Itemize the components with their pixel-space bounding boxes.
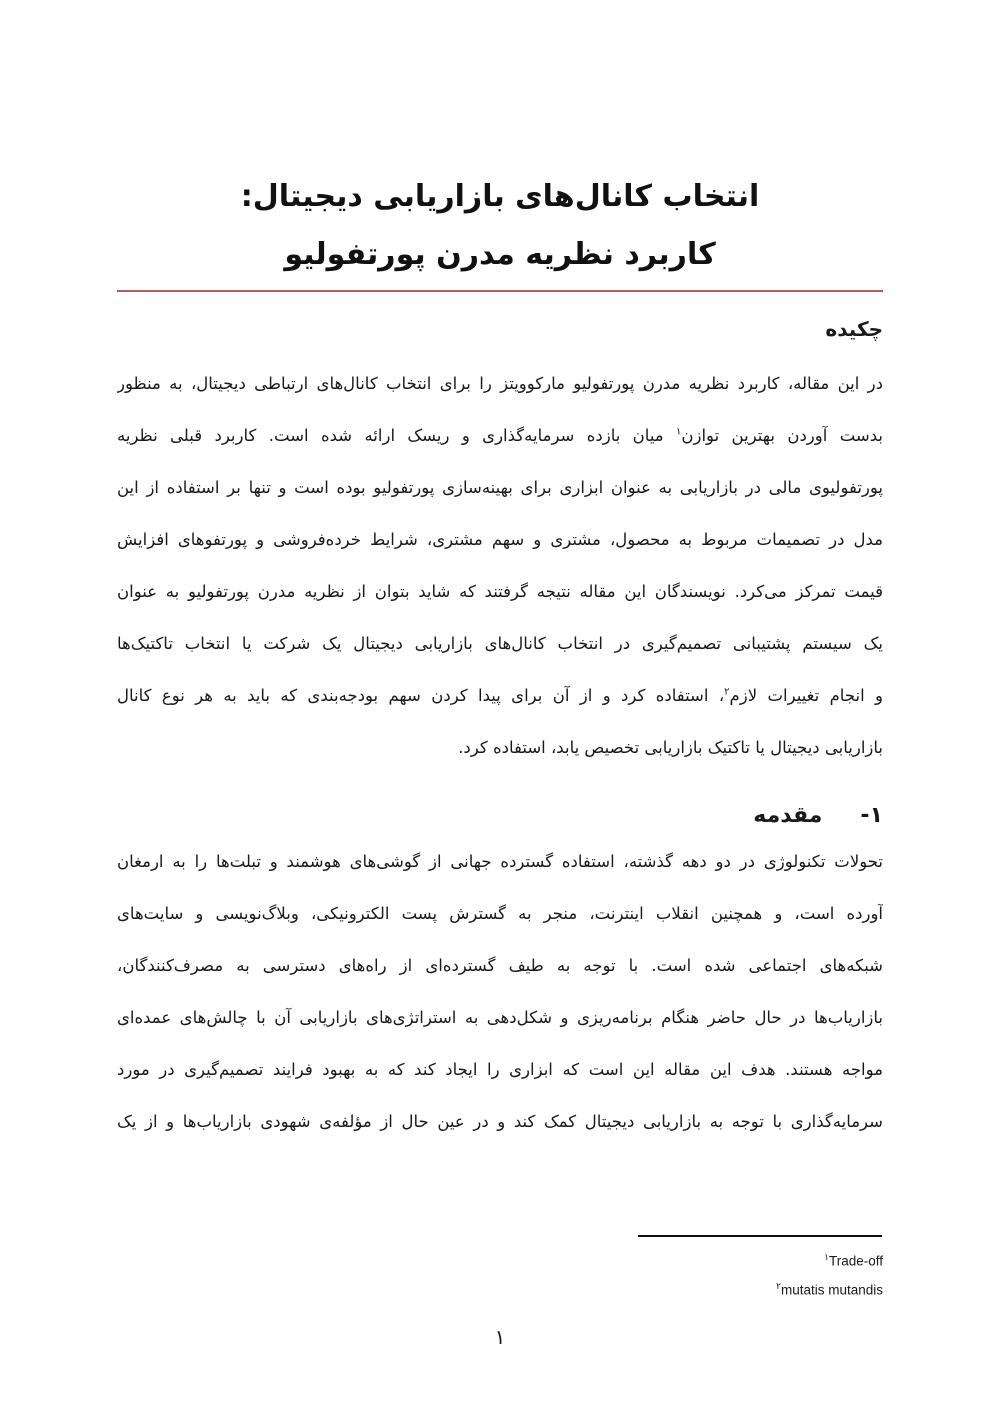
intro-line: تحولات تکنولوژی در دو دهه گذشته، استفاده گسترده جهانی از گوشی‌های هوشمند و تبلت‌ها را به ارمغان [117, 852, 883, 871]
footnotes [772, 1245, 883, 1302]
footnote-text: Trade-off [828, 1253, 883, 1269]
footnote-ref[interactable]: ۲ [724, 686, 730, 698]
abstract-line: یک سیستم پشتیبانی تصمیم‌گیری در انتخاب کانال‌های بازاریابی دیجیتال یک شرکت یا انتخاب تاکتیک‌ها [117, 634, 883, 653]
footnote-1 [772, 1245, 883, 1274]
title-line-1: انتخاب کانال‌های بازاریابی دیجیتال: [240, 179, 760, 214]
intro-line: شبکه‌های اجتماعی شده است. با توجه به طیف گسترده‌ای از راه‌های دسترسی به مصرف‌کنندگان، [117, 956, 883, 975]
intro-line: آورده است، و همچنین انقلاب اینترنت، منجر به گسترش پست الکترونیکی، وبلاگ‌نویسی و سایت‌های [117, 904, 883, 923]
title-line-2: کاربرد نظریه مدرن پورتفولیو [284, 237, 716, 272]
abstract-paragraph [117, 366, 883, 782]
title-divider [117, 290, 883, 292]
abstract-text: میان بازده سرمایه‌گذاری و ریسک ارائه شده است. کاربرد قبلی نظریه [117, 426, 677, 445]
footnote-ref[interactable]: ۱ [676, 426, 682, 438]
footnote-text: mutatis mutandis [780, 1282, 883, 1297]
paper-title [117, 168, 883, 284]
section-heading-introduction [753, 798, 883, 834]
abstract-line: پورتفولیوی مالی در بازاریابی به عنوان ابزاری برای بهینه‌سازی پورتفولیو بوده است و تنها بر استفاده از این [117, 478, 883, 497]
intro-line: بازاریاب‌ها در حال حاضر هنگام برنامه‌ریزی و شکل‌دهی به استراتژی‌های بازاریابی آن با چالش‌های عمده‌ای [117, 1008, 883, 1027]
section-title: مقدمه [753, 803, 823, 828]
footnote-number: ۲ [776, 1280, 781, 1291]
abstract-text: بدست آوردن بهترین توازن [681, 426, 883, 445]
abstract-line [117, 418, 883, 470]
abstract-text: ، استفاده کرد و از آن برای پیدا کردن سهم بودجه‌بندی که باید به هر نوع کانال [117, 686, 725, 705]
abstract-line [117, 678, 883, 730]
footnote-number: ۱ [824, 1252, 829, 1262]
abstract-heading: چکیده [825, 317, 883, 341]
abstract-line: مدل در تصمیمات مربوط به محصول، مشتری و سهم مشتری، شرایط خرده‌فروشی و پورتفوهای افزایش [117, 530, 883, 549]
abstract-line: قیمت تمرکز می‌کرد. نویسندگان این مقاله نتیجه گرفتند که شاید بتوان از نظریه مدرن پورتفولیو به عنوان [117, 582, 883, 601]
intro-line: مواجه هستند. هدف این مقاله این است که ابزاری را ایجاد کند که به بهبود فرایند تصمیم‌گیری در مورد [117, 1060, 883, 1079]
introduction-paragraph [117, 844, 883, 1156]
page-number: ۱ [494, 1325, 506, 1349]
section-number: ۱- [860, 803, 883, 828]
abstract-line: در این مقاله، کاربرد نظریه مدرن پورتفولیو مارکوویتز را برای انتخاب کانال‌های ارتباطی دیجیتال، به منظور [117, 374, 883, 393]
abstract-line: بازاریابی دیجیتال یا تاکتیک بازاریابی تخصیص یابد، استفاده کرد. [458, 738, 883, 757]
abstract-text: و انجام تغییرات لازم [729, 686, 883, 705]
intro-line: سرمایه‌گذاری با توجه به بازاریابی دیجیتال کمک کند و در عین حال از مؤلفه‌ی شهودی بازاریاب‌ها و از یک [117, 1112, 883, 1131]
footnote-divider [638, 1235, 882, 1237]
footnote-2 [772, 1274, 883, 1303]
